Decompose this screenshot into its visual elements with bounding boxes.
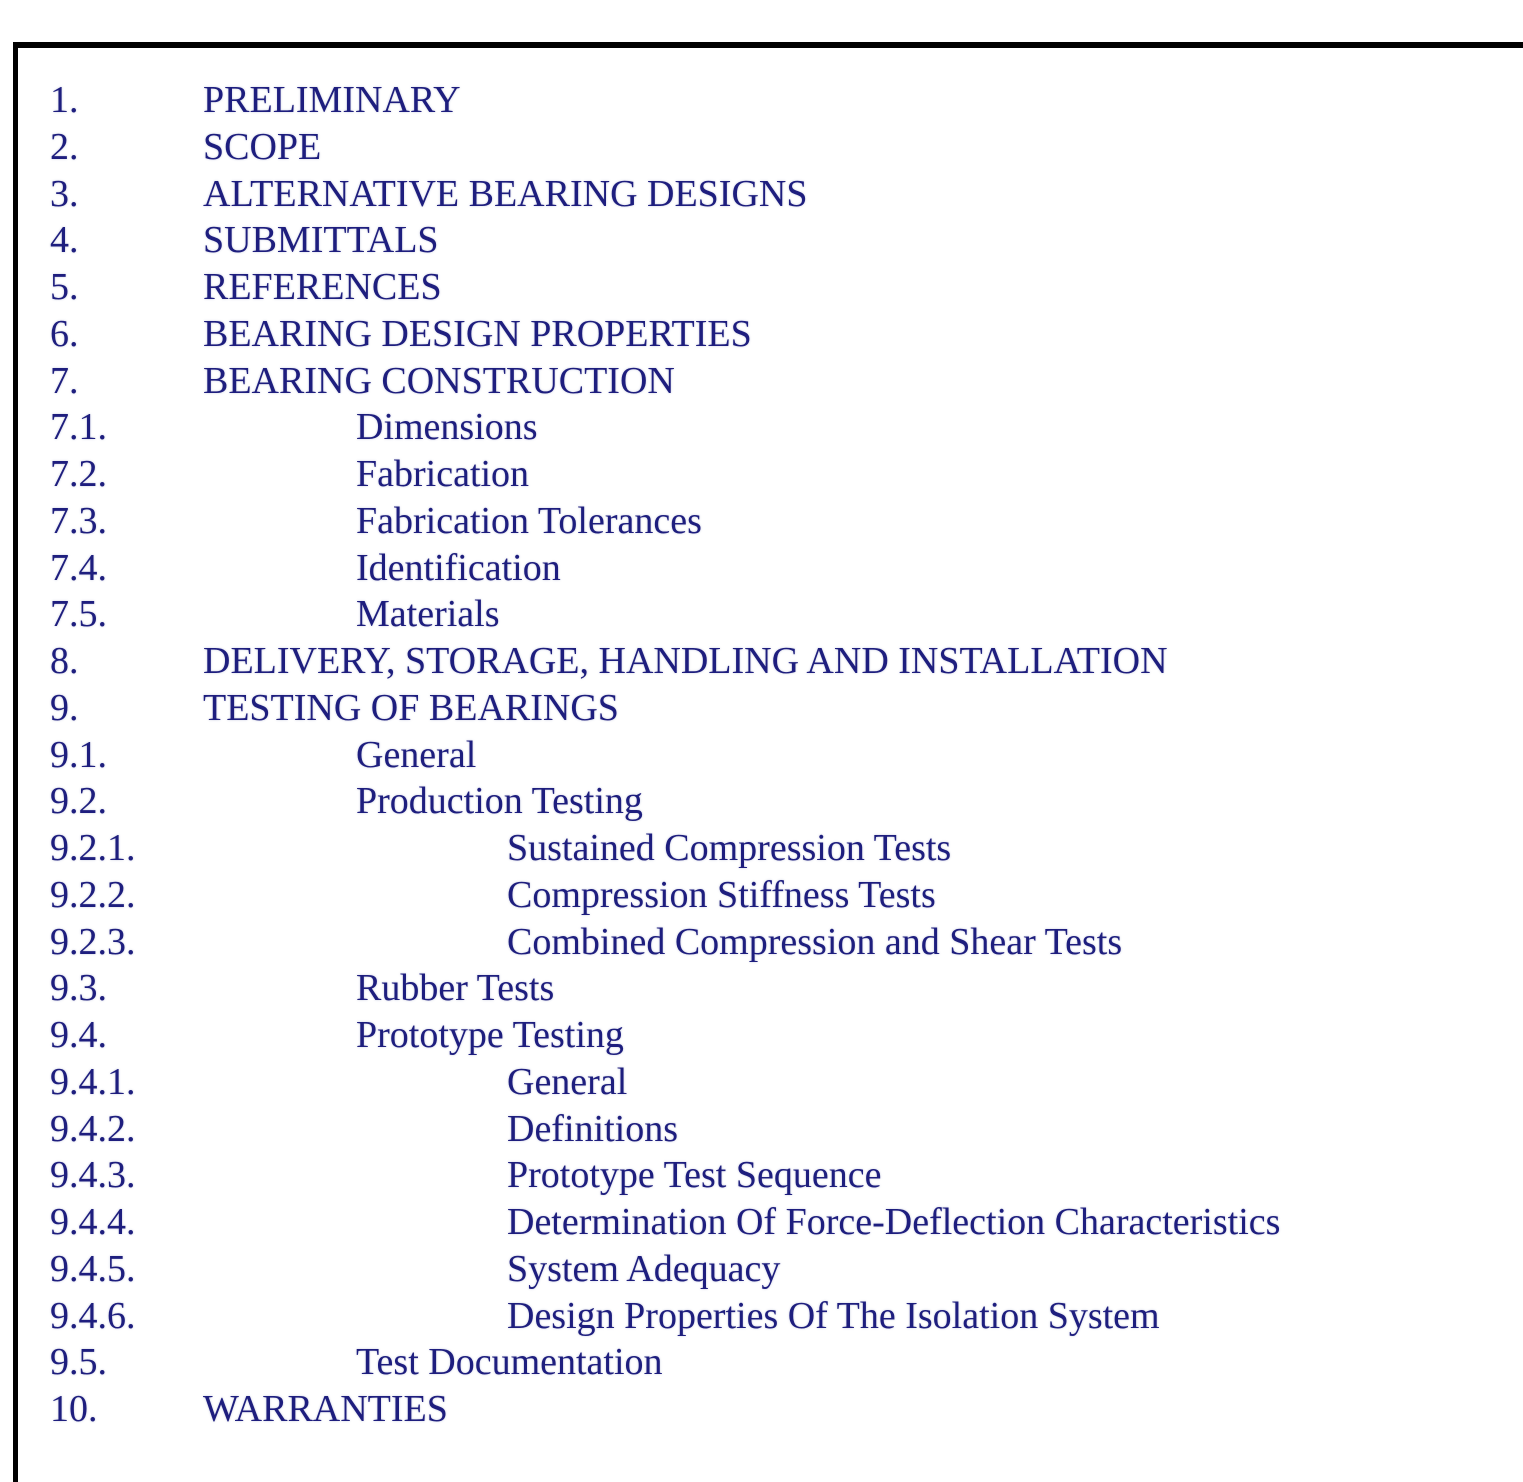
toc-entry-title: Fabrication <box>356 453 530 495</box>
toc-entry-number: 7.3. <box>50 499 107 542</box>
toc-entry-number: 6. <box>50 312 79 355</box>
toc-entry-title: PRELIMINARY <box>203 79 461 121</box>
toc-entry-title: General <box>507 1060 628 1103</box>
toc-entry-title: SUBMITTALS <box>203 219 439 262</box>
toc-entry[interactable] <box>0 264 1523 311</box>
toc-entry-title: WARRANTIES <box>203 1388 448 1430</box>
toc-entry-number: 9.5. <box>50 1341 107 1384</box>
toc-entry-title: ALTERNATIVE BEARING DESIGNS <box>203 172 808 215</box>
toc-entry-title: Dimensions <box>356 406 538 449</box>
toc-entry[interactable] <box>0 825 1523 872</box>
toc-entry-title: Production Testing <box>356 780 643 823</box>
toc-entry-number: 2. <box>50 125 79 168</box>
toc-entry[interactable] <box>0 124 1523 171</box>
toc-entry[interactable] <box>0 451 1523 498</box>
toc-entry[interactable] <box>0 217 1523 264</box>
toc-entry[interactable] <box>0 1106 1523 1153</box>
toc-entry-number: 9.4.4. <box>50 1201 136 1243</box>
toc-entry-number: 7.4. <box>50 546 107 589</box>
toc-entry-title: BEARING CONSTRUCTION <box>203 359 675 402</box>
toc-entry[interactable] <box>0 1199 1523 1246</box>
toc-entry[interactable] <box>0 311 1523 358</box>
toc-entry-title: Materials <box>356 593 500 636</box>
toc-entry[interactable] <box>0 1152 1523 1199</box>
toc-entry-number: 8. <box>50 640 79 682</box>
toc-entry[interactable] <box>0 778 1523 825</box>
toc-entry-title: Prototype Testing <box>356 1014 624 1056</box>
toc-entry-number: 9.4.5. <box>50 1247 136 1290</box>
toc-entry-number: 9.1. <box>50 733 107 776</box>
toc-entry-title: Sustained Compression Tests <box>507 827 952 869</box>
toc-entry-title: Test Documentation <box>356 1341 663 1384</box>
toc-entry-title: REFERENCES <box>203 266 442 308</box>
toc-entry[interactable] <box>0 965 1523 1012</box>
toc-entry-number: 9.4.6. <box>50 1294 136 1337</box>
toc-entry[interactable] <box>0 872 1523 919</box>
toc-entry-title: Determination Of Force-Deflection Characteristics <box>507 1201 1281 1243</box>
toc-entry[interactable] <box>0 1246 1523 1293</box>
toc-entry[interactable] <box>0 591 1523 638</box>
toc-entry-number: 3. <box>50 172 79 215</box>
toc-entry-title: Design Properties Of The Isolation System <box>507 1294 1160 1337</box>
toc-entry[interactable] <box>0 77 1523 124</box>
toc-entry-title: Fabrication Tolerances <box>356 499 702 542</box>
toc-entry-number: 9.2.1. <box>50 827 136 869</box>
toc-entry[interactable] <box>0 638 1523 685</box>
toc-entry-title: BEARING DESIGN PROPERTIES <box>203 312 752 355</box>
toc-entry[interactable] <box>0 732 1523 779</box>
toc-entry[interactable] <box>0 171 1523 218</box>
toc-entry[interactable] <box>0 498 1523 545</box>
toc-entry-title: SCOPE <box>203 125 322 168</box>
toc-entry-title: Definitions <box>507 1107 678 1150</box>
toc-entry[interactable] <box>0 919 1523 966</box>
toc-entry-number: 7.2. <box>50 453 107 495</box>
toc-entry[interactable] <box>0 685 1523 732</box>
toc-entry[interactable] <box>0 545 1523 592</box>
toc-entry-number: 4. <box>50 219 79 262</box>
toc-entry[interactable] <box>0 1386 1523 1433</box>
toc-entry-number: 9.2.2. <box>50 873 136 916</box>
toc-entry-title: System Adequacy <box>507 1247 781 1290</box>
toc-entry-title: General <box>356 733 477 776</box>
toc-entry-number: 1. <box>50 79 79 121</box>
toc-entry-number: 9.2. <box>50 780 107 823</box>
toc-entry[interactable] <box>0 1059 1523 1106</box>
toc-entry-title: Identification <box>356 546 561 589</box>
toc-entry-number: 9. <box>50 686 79 729</box>
toc-entry-number: 7.5. <box>50 593 107 636</box>
toc-entry[interactable] <box>0 404 1523 451</box>
toc-entry-title: Rubber Tests <box>356 967 555 1010</box>
toc-entry-title: Compression Stiffness Tests <box>507 873 936 916</box>
toc-entry-number: 7.1. <box>50 406 107 449</box>
toc-entry-number: 9.2.3. <box>50 920 136 963</box>
toc-entry-title: DELIVERY, STORAGE, HANDLING AND INSTALLATION <box>203 640 1168 682</box>
toc-entry[interactable] <box>0 1293 1523 1340</box>
toc-entry-title: Combined Compression and Shear Tests <box>507 920 1123 963</box>
toc-entry-number: 9.4.1. <box>50 1060 136 1103</box>
toc-entry-number: 9.4.2. <box>50 1107 136 1150</box>
toc-entry[interactable] <box>0 1012 1523 1059</box>
toc-entry-number: 9.3. <box>50 967 107 1010</box>
toc-entry-number: 7. <box>50 359 79 402</box>
toc-list <box>0 77 1523 1433</box>
toc-entry-number: 10. <box>50 1388 98 1430</box>
toc-entry-number: 9.4.3. <box>50 1154 136 1197</box>
toc-entry-title: TESTING OF BEARINGS <box>203 686 619 729</box>
toc-entry[interactable] <box>0 1339 1523 1386</box>
toc-entry-title: Prototype Test Sequence <box>507 1154 882 1197</box>
toc-entry-number: 5. <box>50 266 79 308</box>
toc-entry-number: 9.4. <box>50 1014 107 1056</box>
toc-entry[interactable] <box>0 358 1523 405</box>
